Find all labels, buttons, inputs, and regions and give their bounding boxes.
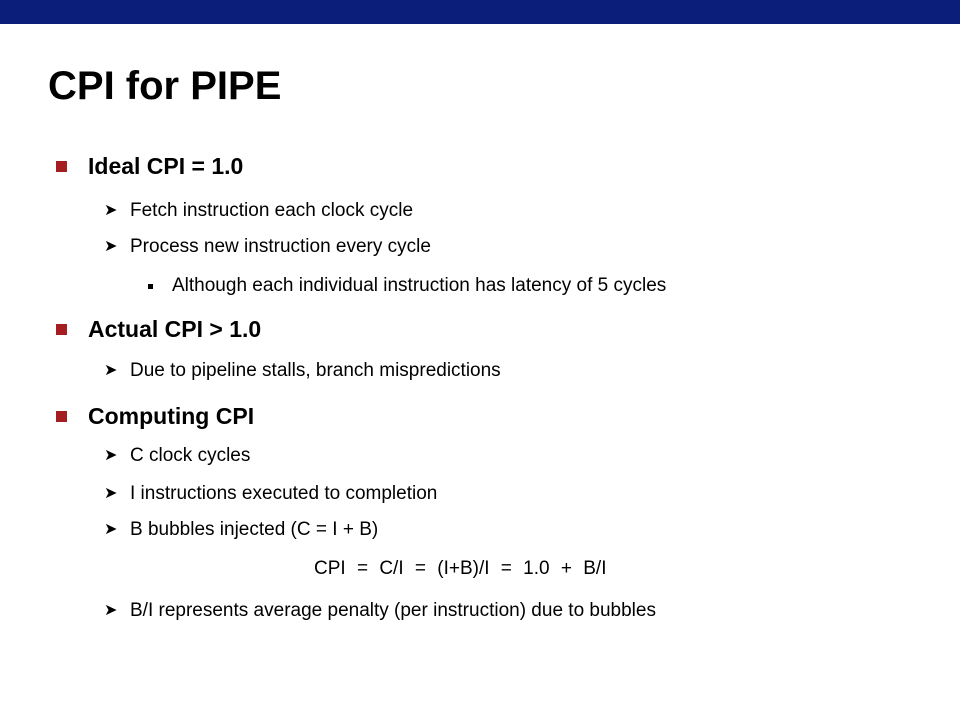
list-item-text: Process new instruction every cycle	[130, 236, 431, 257]
arrowhead-bullet-icon: ➤	[104, 602, 118, 619]
arrowhead-bullet-icon: ➤	[104, 202, 118, 219]
square-bullet-icon	[56, 161, 67, 172]
list-item-text: Fetch instruction each clock cycle	[130, 200, 414, 221]
list-item-text: C clock cycles	[130, 445, 251, 466]
list-item-text: Due to pipeline stalls, branch mispredictions	[130, 360, 501, 381]
heading-text: Computing CPI	[88, 403, 255, 429]
heading-text: Actual CPI > 1.0	[88, 316, 262, 342]
arrowhead-bullet-icon: ➤	[104, 362, 118, 379]
arrowhead-bullet-icon: ➤	[104, 521, 118, 538]
slide-title: CPI for PIPE	[48, 64, 282, 108]
heading-text: Ideal CPI = 1.0	[88, 153, 244, 179]
arrowhead-bullet-icon: ➤	[104, 485, 118, 502]
square-bullet-icon	[56, 324, 67, 335]
cpi-equation: CPI = C/I = (I+B)/I = 1.0 + B/I	[314, 558, 607, 579]
list-item-text: B/I represents average penalty (per instruction) due to bubbles	[130, 600, 656, 621]
list-item-text: B bubbles injected (C = I + B)	[130, 519, 379, 540]
sub-list-item-text: Although each individual instruction has latency of 5 cycles	[172, 275, 667, 296]
small-square-bullet-icon	[148, 284, 153, 289]
square-bullet-icon	[56, 411, 67, 422]
top-bar	[0, 0, 960, 24]
list-item-text: I instructions executed to completion	[130, 483, 438, 504]
arrowhead-bullet-icon: ➤	[104, 238, 118, 255]
arrowhead-bullet-icon: ➤	[104, 447, 118, 464]
